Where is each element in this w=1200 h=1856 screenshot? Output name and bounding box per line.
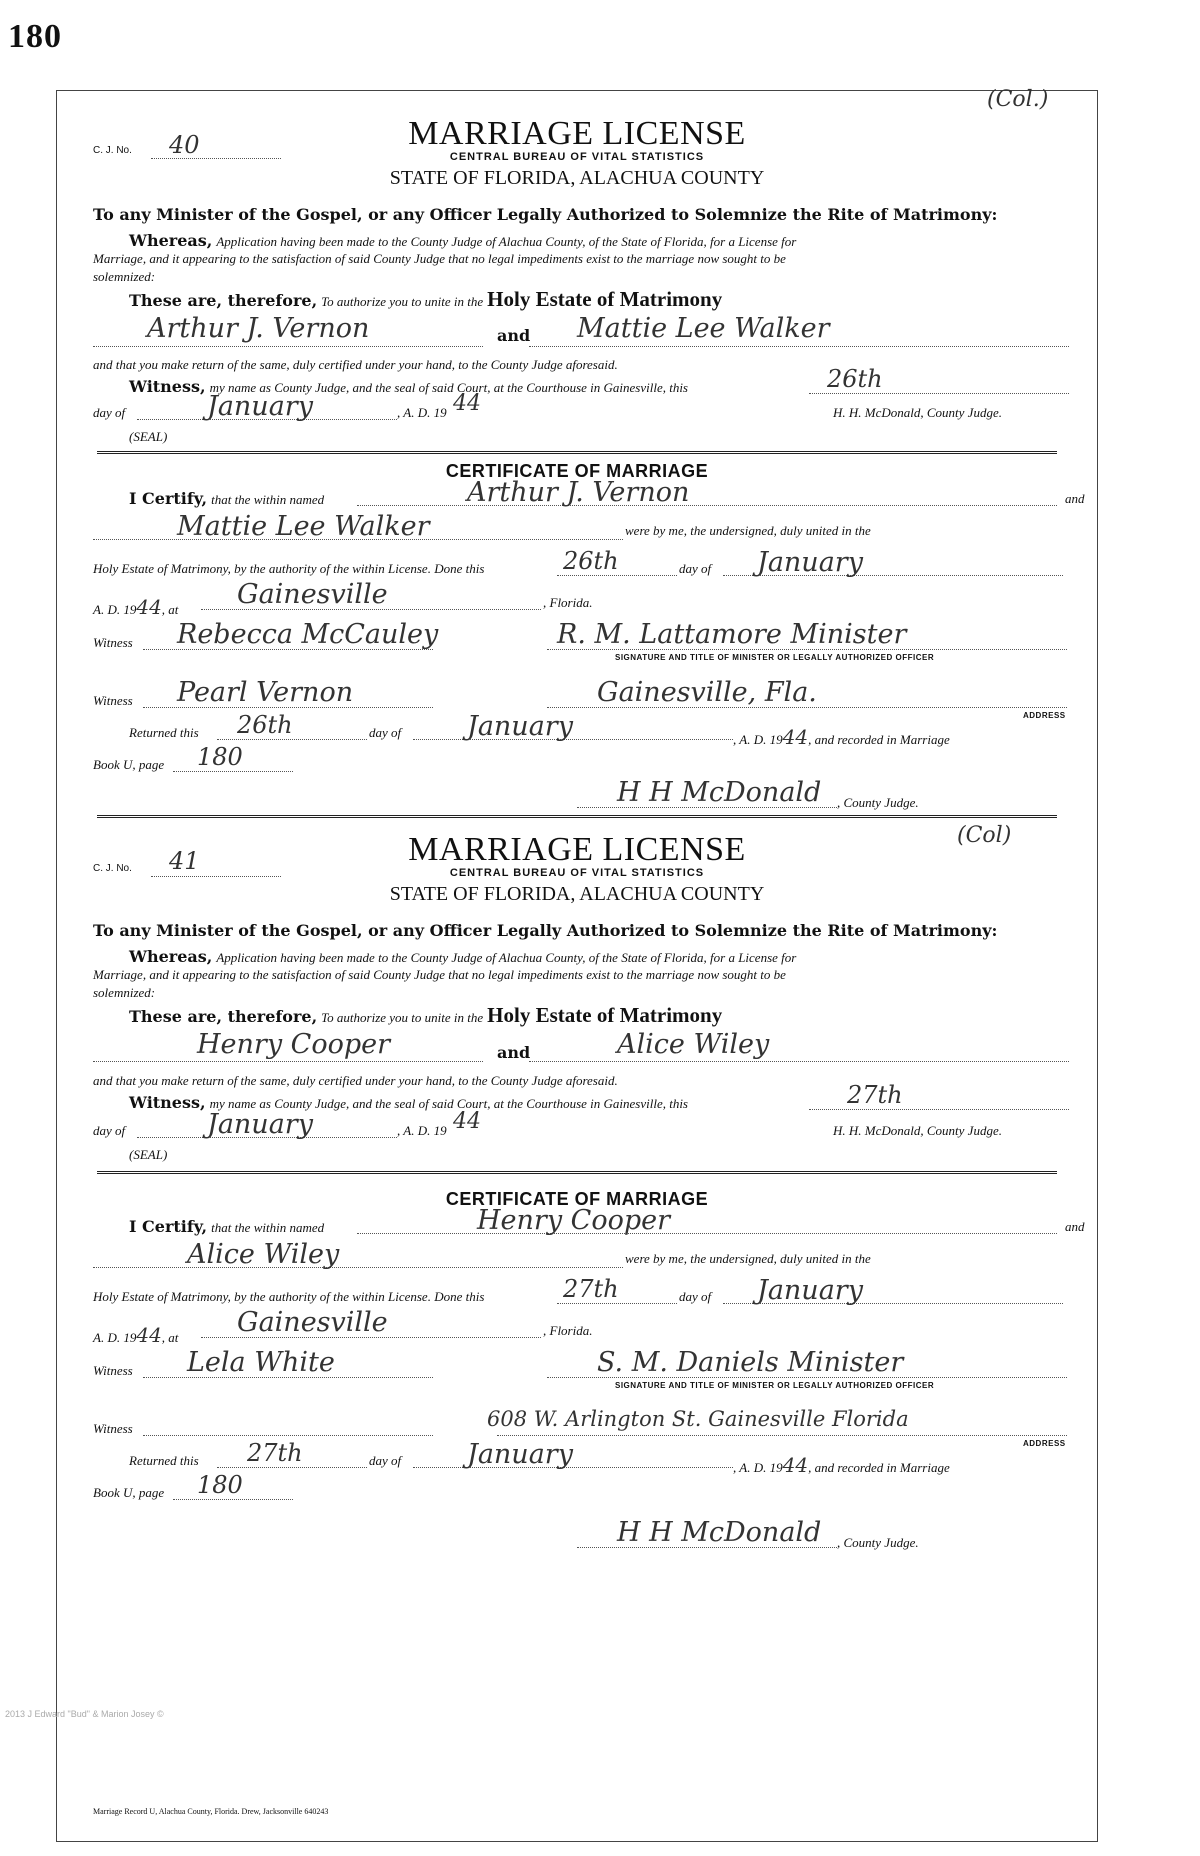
county-judge-label-2: , County Judge. — [837, 1535, 919, 1550]
book-page-label: Book U, page — [93, 757, 165, 772]
at-word-2: , at — [161, 1330, 179, 1345]
ad-at-label-2 — [93, 1323, 178, 1347]
certify-text: that the within named — [211, 492, 325, 507]
these-word: These are, therefore, — [129, 291, 318, 310]
witness-1-name-2: Lela White — [187, 1347, 335, 1378]
address-caption-2: ADDRESS — [1023, 1439, 1066, 1448]
day-of-cert: day of — [679, 561, 712, 576]
cert-day-2: 27th — [563, 1275, 619, 1303]
whereas-text: Application having been made to the County Judge of Alachua County, of the State of Florida, for a License for — [216, 234, 797, 249]
address-to-ministers: To any Minister of the Gospel, or any Officer Legally Authorized to Solemnize the Rite of Matrimony: — [93, 205, 998, 224]
license-year-2: 44 — [453, 1109, 481, 1134]
bureau-name-2: CENTRAL BUREAU OF VITAL STATISTICS — [449, 867, 705, 879]
witness-2-label-2: Witness — [93, 1421, 133, 1436]
cert-day: 26th — [563, 547, 619, 575]
whereas-line — [129, 231, 796, 251]
returned-day-2: 27th — [247, 1439, 303, 1467]
these-text-2: To authorize you to unite in the — [321, 1010, 484, 1025]
license-year: 44 — [453, 391, 481, 416]
returned-ad-prefix: , A. D. 19 — [733, 732, 783, 747]
seal-label: (SEAL) — [129, 429, 168, 444]
ad-label-2: , A. D. 19 — [397, 1123, 447, 1138]
returned-ad-2 — [733, 1453, 950, 1477]
certify-text-2: that the within named — [211, 1220, 325, 1235]
officiant-address: Gainesville, Fla. — [597, 677, 817, 708]
cert-month-2: January — [757, 1275, 863, 1306]
were-by-me-2: were by me, the undersigned, duly united in the — [625, 1251, 871, 1266]
whereas-line-2 — [129, 947, 796, 967]
col-note-2: (Col) — [957, 823, 1012, 848]
license-month-2: January — [207, 1109, 313, 1140]
recorded-in-2: , and recorded in Marriage — [808, 1460, 950, 1475]
at-word: , at — [161, 602, 179, 617]
cert-groom-2: Henry Cooper — [477, 1205, 670, 1236]
were-by-me: were by me, the undersigned, duly united in the — [625, 523, 871, 538]
witness-day-2: 27th — [847, 1081, 903, 1109]
record-page-frame — [5, 87, 1098, 1842]
book-page-number: 180 — [197, 743, 243, 771]
license-month: January — [207, 391, 313, 422]
judge-signature-2: H. H. McDonald, County Judge. — [833, 1123, 1002, 1138]
day-of-cert-2: day of — [679, 1289, 712, 1304]
cj-number-value-2: 41 — [169, 847, 200, 875]
whereas-text-2: Marriage, and it appearing to the satisfaction of said County Judge that no legal impediments exist to the marriage now sought to be — [93, 251, 786, 266]
county-judge-signature: H H McDonald — [617, 777, 822, 808]
witness-2-name: Pearl Vernon — [177, 677, 354, 708]
witness-1-label-2: Witness — [93, 1363, 133, 1378]
license-title: MARRIAGE LICENSE — [408, 115, 746, 152]
cj-number-label-2: C. J. No. — [93, 863, 132, 874]
cert-groom: Arthur J. Vernon — [467, 477, 690, 508]
cj-number-value: 40 — [169, 131, 200, 159]
whereas-text-2b: Application having been made to the County Judge of Alachua County, of the State of Florida, for a License for — [216, 950, 797, 965]
returned-ad-prefix-2: , A. D. 19 — [733, 1460, 783, 1475]
state-county-2: STATE OF FLORIDA, ALACHUA COUNTY — [389, 883, 765, 905]
whereas-word: Whereas, — [129, 231, 213, 250]
page-number: 180 — [8, 18, 62, 55]
ad-at-label — [93, 595, 178, 619]
certificate-title-2: CERTIFICATE OF MARRIAGE — [445, 1189, 709, 1209]
state-county: STATE OF FLORIDA, ALACHUA COUNTY — [389, 167, 765, 189]
witness-2-label: Witness — [93, 693, 133, 708]
bride-name-2: Alice Wiley — [617, 1029, 770, 1060]
officiant-signature-2: S. M. Daniels Minister — [597, 1347, 904, 1378]
returned-month: January — [467, 711, 573, 742]
returned-day: 26th — [237, 711, 293, 739]
returned-month-2: January — [467, 1439, 573, 1470]
cert-bride: Mattie Lee Walker — [177, 511, 430, 542]
witness-text: my name as County Judge, and the seal of said Court, at the Courthouse in Gainesville, this — [209, 380, 688, 395]
cj-number-label: C. J. No. — [93, 145, 132, 156]
county-judge-signature-2: H H McDonald — [617, 1517, 822, 1548]
bureau-name: CENTRAL BUREAU OF VITAL STATISTICS — [449, 151, 705, 163]
book-page-number-2: 180 — [197, 1471, 243, 1499]
day-of-label: day of — [93, 405, 126, 420]
witness-1-name: Rebecca McCauley — [177, 619, 439, 650]
returned-this-label: Returned this — [129, 725, 199, 740]
and-label: and — [1065, 491, 1085, 506]
holy-authority-2: Holy Estate of Matrimony, by the authority of the within License. Done this — [93, 1289, 485, 1304]
groom-name: Arthur J. Vernon — [147, 313, 370, 344]
holy-estate: Holy Estate of Matrimony — [487, 287, 723, 311]
officiant-address-2: 608 W. Arlington St. Gainesville Florida — [487, 1407, 909, 1431]
and-label-2: and — [1065, 1219, 1085, 1234]
ad-prefix: A. D. 19 — [93, 602, 137, 617]
separator-3 — [97, 1171, 1057, 1174]
return-text: and that you make return of the same, duly certified under your hand, to the County Judge aforesaid. — [93, 357, 618, 372]
returned-ad — [733, 725, 950, 749]
florida-label-2: , Florida. — [543, 1323, 593, 1338]
witness-word-2: Witness, — [129, 1093, 206, 1112]
copyright-watermark: 2013 J Edward "Bud" & Marion Josey © — [5, 1709, 164, 1719]
cert-place-2: Gainesville — [237, 1307, 388, 1338]
col-note: (Col.) — [987, 87, 1049, 112]
and-word-2: and — [497, 1043, 531, 1062]
groom-name-2: Henry Cooper — [197, 1029, 390, 1060]
certify-word-2: I Certify, — [129, 1217, 208, 1236]
signature-caption-2: SIGNATURE AND TITLE OF MINISTER OR LEGALLY AUTHORIZED OFFICER — [615, 1381, 935, 1390]
witness-word: Witness, — [129, 377, 206, 396]
cert-month: January — [757, 547, 863, 578]
book-page-label-2: Book U, page — [93, 1485, 165, 1500]
certify-line-2 — [129, 1217, 324, 1237]
these-text: To authorize you to unite in the — [321, 294, 484, 309]
ad-prefix-2: A. D. 19 — [93, 1330, 137, 1345]
license-title-2: MARRIAGE LICENSE — [408, 831, 746, 868]
separator — [97, 451, 1057, 454]
cert-year: 44 — [136, 595, 162, 619]
these-word-2: These are, therefore, — [129, 1007, 318, 1026]
county-judge-label: , County Judge. — [837, 795, 919, 810]
returned-day-of: day of — [369, 725, 402, 740]
holy-authority: Holy Estate of Matrimony, by the authority of the within License. Done this — [93, 561, 485, 576]
address-to-ministers-2: To any Minister of the Gospel, or any Officer Legally Authorized to Solemnize the Rite of Matrimony: — [93, 921, 998, 940]
these-line — [129, 287, 722, 312]
these-line-2 — [129, 1003, 722, 1028]
returned-year-2: 44 — [782, 1453, 809, 1477]
and-word: and — [497, 326, 531, 345]
ad-label: , A. D. 19 — [397, 405, 447, 420]
certify-word: I Certify, — [129, 489, 208, 508]
day-of-label-2: day of — [93, 1123, 126, 1138]
cert-place: Gainesville — [237, 579, 388, 610]
officiant-signature: R. M. Lattamore Minister — [557, 619, 907, 650]
certificate-title: CERTIFICATE OF MARRIAGE — [445, 461, 709, 481]
seal-label-2: (SEAL) — [129, 1147, 168, 1162]
separator-2 — [97, 815, 1057, 818]
returned-day-of-2: day of — [369, 1453, 402, 1468]
returned-this-label-2: Returned this — [129, 1453, 199, 1468]
cert-year-2: 44 — [136, 1323, 162, 1347]
certify-line — [129, 489, 324, 509]
cert-bride-2: Alice Wiley — [187, 1239, 340, 1270]
return-text-2: and that you make return of the same, duly certified under your hand, to the County Judge aforesaid. — [93, 1073, 618, 1088]
florida-label: , Florida. — [543, 595, 593, 610]
whereas-text-3: solemnized: — [93, 269, 156, 284]
whereas-text-2c: Marriage, and it appearing to the satisfaction of said County Judge that no legal impediments exist to the marriage now sought to be — [93, 967, 786, 982]
bride-name: Mattie Lee Walker — [577, 313, 830, 344]
whereas-text-2d: solemnized: — [93, 985, 156, 1000]
witness-1-label: Witness — [93, 635, 133, 650]
footer-print-note: Marriage Record U, Alachua County, Florida. Drew, Jacksonville 640243 — [93, 1807, 329, 1816]
recorded-in: , and recorded in Marriage — [808, 732, 950, 747]
address-caption: ADDRESS — [1023, 711, 1066, 720]
returned-year: 44 — [782, 725, 809, 749]
witness-day: 26th — [827, 365, 883, 393]
judge-signature: H. H. McDonald, County Judge. — [833, 405, 1002, 420]
witness-text-2: my name as County Judge, and the seal of said Court, at the Courthouse in Gainesville, this — [209, 1096, 688, 1111]
whereas-word-2: Whereas, — [129, 947, 213, 966]
holy-estate-2: Holy Estate of Matrimony — [487, 1003, 723, 1027]
signature-caption: SIGNATURE AND TITLE OF MINISTER OR LEGALLY AUTHORIZED OFFICER — [615, 653, 935, 662]
